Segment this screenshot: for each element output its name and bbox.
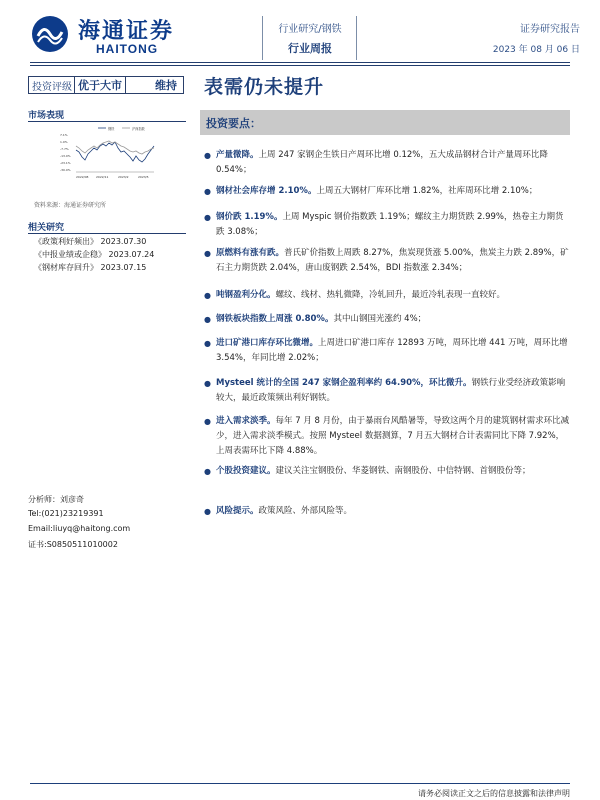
header-sector: 行业研究/钢铁: [278, 24, 342, 35]
key-point-text: 普氏矿价指数上周跌 8.27%，焦炭现货涨 5.00%，焦炭主力跌 2.89%，矿石主力期货跌 2.04%，唐山废钢跌 2.54%，BDI 指数涨 2.34%；: [216, 248, 569, 273]
key-point: [204, 504, 570, 519]
key-point-text: 每年 7 月 8 月份，由于暴雨台风酷暑等，导致这两个月的建筑钢材需求环比减少，进入需求淡季模式。按照 Mysteel 数据测算，7 月五大钢材合计表需同比下降 7.92%，上周表需环比下降 4.88%。: [216, 416, 570, 456]
bullet-icon: ●: [204, 315, 211, 324]
key-point-text: 上周进口矿港口库存 12893 万吨，周环比增 441 万吨，周环比增 3.54%，年同比增 2.02%；: [216, 338, 568, 363]
key-points-heading: 投资要点：: [206, 117, 261, 130]
y-tick: 1.0%: [60, 140, 68, 144]
footer-disclaimer: 请务必阅读正文之后的信息披露和法律声明: [418, 789, 570, 798]
haitong-logo-icon: [30, 14, 70, 54]
bullet-icon: ●: [204, 151, 211, 160]
series-hs300-line: [76, 141, 154, 154]
related-item[interactable]: [34, 236, 146, 247]
rating-action: 维持: [155, 79, 177, 92]
y-tick: 7.1%: [60, 133, 68, 137]
key-point: [204, 336, 570, 366]
rating-label: 投资评级: [32, 81, 72, 93]
related-title: 《中报业绩或企稳》: [34, 250, 106, 259]
bullet-icon: ●: [204, 467, 211, 476]
key-point: [204, 210, 570, 240]
key-point-lead: Mysteel 统计的全国 247 家钢企盈利率约 64.90%，环比微升。: [216, 378, 472, 388]
bullet-icon: ●: [204, 339, 211, 348]
rating-value: 优于大市: [78, 79, 122, 92]
related-title: 《政策利好频出》: [34, 237, 98, 246]
market-performance-chart: [60, 124, 156, 184]
header-date: 2023 年 08 月 06 日: [492, 45, 580, 55]
key-point-lead: 原燃料有涨有跌。: [216, 248, 285, 258]
key-points-bar: [200, 110, 570, 135]
related-heading: 相关研究: [28, 223, 65, 233]
header-report-kind: 行业周报: [288, 42, 332, 55]
key-point-lead: 钢材社会库存增 2.10%。: [216, 186, 317, 196]
market-rule: [28, 121, 186, 122]
key-point-text: 建议关注宝钢股份、华菱钢铁、南钢股份、中信特钢、首钢股份等；: [275, 466, 531, 476]
y-tick: -13.0%: [60, 154, 71, 158]
analyst-tel: Tel:(021)23219391: [28, 509, 104, 518]
x-tick: 2022/08: [76, 175, 89, 179]
key-point-lead: 个股投资建议。: [216, 466, 276, 476]
analyst-cert: 证书:S0850511010002: [28, 540, 118, 549]
key-point-text: 钢铁行业受经济政策影响较大，最近政策频出利好钢铁。: [216, 378, 566, 403]
series-steel-line: [76, 142, 154, 162]
key-point-text: 其中山钢国光涨约 4%；: [333, 314, 427, 324]
key-point: [204, 288, 570, 303]
related-title: 《钢材库存回升》: [34, 263, 98, 272]
market-heading: 市场表现: [28, 111, 65, 121]
bullet-icon: ●: [204, 249, 211, 258]
related-date: 2023.07.15: [100, 263, 147, 272]
rating-divider: [125, 77, 126, 93]
related-item[interactable]: [34, 262, 146, 273]
key-point-text: 上周 247 家钢企生铁日产周环比增 0.12%，五大成品钢材合计产量周环比降 0.54%；: [216, 150, 548, 175]
related-date: 2023.07.30: [100, 237, 147, 246]
bullet-icon: ●: [204, 213, 211, 222]
header-rule: [30, 62, 570, 63]
header-divider: [356, 16, 357, 60]
key-point: [204, 148, 570, 178]
key-point-text: 上周 Myspic 钢价指数跌 1.19%；螺纹主力期货跌 2.99%，热卷主力期货跌 3.08%；: [216, 212, 564, 237]
logo-text-cn: 海通证券: [78, 18, 175, 44]
related-item[interactable]: [34, 249, 154, 260]
bullet-icon: ●: [204, 507, 211, 516]
chart-source: 资料来源：海通证券研究所: [34, 202, 107, 209]
related-date: 2023.07.24: [108, 250, 155, 259]
key-point: [204, 464, 570, 479]
legend-steel: 钢铁: [108, 127, 115, 131]
logo-text-en: HAITONG: [96, 42, 159, 56]
analyst-email[interactable]: Email:liuyq@haitong.com: [28, 524, 131, 533]
key-point-text: 螺纹、线材、热轧微降，冷轧回升，最近冷轧表现一直较好。: [275, 290, 506, 300]
bullet-icon: ●: [204, 187, 211, 196]
header-rule: [30, 65, 570, 66]
key-point-lead: 风险提示。: [216, 506, 259, 516]
report-title: 表需仍未提升: [204, 76, 325, 98]
key-point-text: 上周五大钢材厂库环比增 1.82%，社库周环比增 2.10%；: [316, 186, 538, 196]
bullet-icon: ●: [204, 379, 211, 388]
footer-rule: [30, 783, 570, 784]
header-report-type: 证券研究报告: [520, 24, 580, 35]
key-point: [204, 312, 570, 327]
key-point-lead: 钢价跌 1.19%。: [216, 212, 283, 222]
key-point-text: 政策风险、外部风险等。: [258, 506, 353, 516]
analyst-name: 分析师：刘彦奇: [28, 495, 84, 504]
x-tick: 2023/5: [138, 175, 149, 179]
y-tick: -7.7%: [60, 147, 69, 151]
key-point-lead: 进入需求淡季。: [216, 416, 276, 426]
key-point-lead: 产量微降。: [216, 150, 259, 160]
x-tick: 2023/2: [118, 175, 129, 179]
key-point: [204, 184, 570, 199]
key-point-lead: 吨钢盈利分化。: [216, 290, 276, 300]
key-point: [204, 414, 570, 459]
key-point-lead: 钢铁板块指数上周涨 0.80%。: [216, 314, 334, 324]
bullet-icon: ●: [204, 417, 211, 426]
key-point: [204, 376, 570, 406]
key-point-lead: 进口矿港口库存环比微增。: [216, 338, 319, 348]
x-tick: 2022/11: [96, 175, 109, 179]
rating-box: [28, 76, 184, 94]
header-divider: [262, 16, 263, 60]
y-tick: -23.1%: [60, 161, 71, 165]
legend-hs300: 沪深指数: [132, 127, 145, 131]
bullet-icon: ●: [204, 291, 211, 300]
related-rule: [28, 233, 186, 234]
page-header: [0, 0, 600, 70]
y-tick: -30.0%: [60, 168, 71, 172]
key-point: [204, 246, 570, 276]
